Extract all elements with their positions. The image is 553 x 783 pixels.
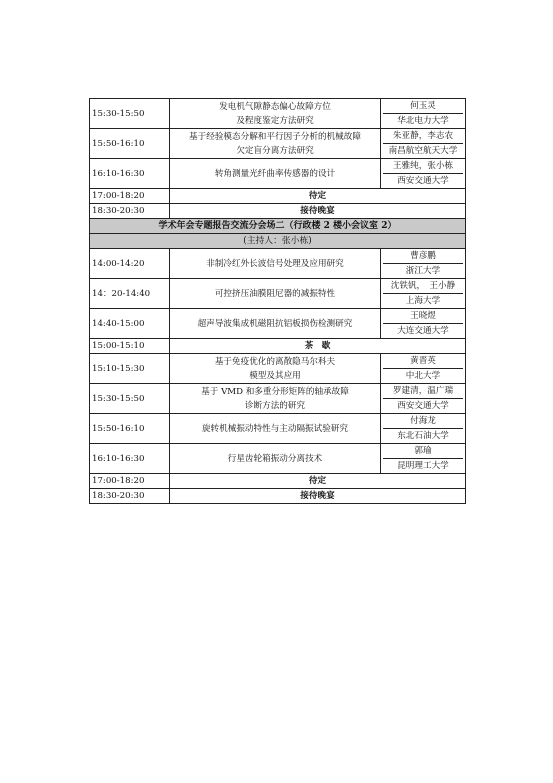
talk-authors [381, 354, 466, 384]
talk-row [90, 249, 466, 279]
talk-authors [381, 384, 466, 414]
event-time: 17:00-18:20 [90, 189, 170, 204]
talk-title [170, 249, 381, 279]
talk-title-line: 可控挤压油膜阻尼器的减振特性 [214, 288, 336, 299]
talk-title [170, 414, 381, 444]
session-host: (主持人：张小栋) [90, 234, 466, 249]
talk-time: 16:10-16:30 [90, 159, 170, 189]
schedule-body [90, 99, 466, 504]
event-row [90, 189, 466, 204]
talk-authors [381, 444, 466, 474]
event-label: 待定 [170, 189, 466, 204]
author-names: 何玉灵 [383, 99, 463, 114]
author-names: 朱亚静，李志农 [383, 129, 463, 144]
talk-title [170, 309, 381, 339]
talk-authors [381, 129, 466, 159]
talk-authors [381, 99, 466, 129]
talk-title-line: 基于 VMD 和多重分形矩阵的轴承故障 [201, 386, 349, 397]
author-affiliation: 西安交通大学 [397, 176, 449, 186]
talk-title [170, 279, 381, 309]
talk-title [170, 99, 381, 129]
talk-time: 14:00-14:20 [90, 249, 170, 279]
event-row [90, 474, 466, 489]
talk-title-line: 基于经验模态分解和平行因子分析的机械故障 [189, 131, 361, 142]
talk-title-line: 欠定盲分离方法研究 [236, 145, 314, 156]
talk-authors [381, 279, 466, 309]
schedule-table [89, 98, 466, 504]
talk-row [90, 99, 466, 129]
event-label: 接待晚宴 [170, 204, 466, 219]
talk-row [90, 309, 466, 339]
author-names: 黄晋英 [383, 354, 463, 369]
talk-time: 15:30-15:50 [90, 384, 170, 414]
author-affiliation: 中北大学 [405, 371, 441, 381]
author-names: 付海龙 [383, 414, 463, 429]
talk-row [90, 384, 466, 414]
talk-time: 15:50-16:10 [90, 414, 170, 444]
talk-title [170, 384, 381, 414]
event-row [90, 489, 466, 504]
session-header [90, 219, 466, 234]
author-names: 王雅纯，张小栋 [383, 159, 463, 174]
talk-time: 14：20-14:40 [90, 279, 170, 309]
talk-title-line: 发电机气隙静态偏心故障方位 [219, 101, 331, 112]
talk-time: 16:10-16:30 [90, 444, 170, 474]
talk-authors [381, 414, 466, 444]
event-row [90, 204, 466, 219]
talk-time: 15:10-15:30 [90, 354, 170, 384]
author-affiliation: 浙江大学 [405, 266, 441, 276]
event-label: 茶 歇 [170, 339, 466, 354]
talk-title-line: 转角测量光纤曲率传感器的设计 [214, 168, 336, 179]
talk-row [90, 354, 466, 384]
talk-title [170, 129, 381, 159]
talk-title [170, 159, 381, 189]
author-names: 郭瑜 [383, 444, 463, 459]
author-affiliation: 昆明理工大学 [397, 461, 449, 471]
talk-title-line: 非制冷红外长波信号处理及应用研究 [206, 258, 344, 269]
talk-title-line: 模型及其应用 [249, 370, 301, 381]
talk-time: 14:40-15:00 [90, 309, 170, 339]
author-affiliation: 西安交通大学 [397, 401, 449, 411]
event-label: 接待晚宴 [170, 489, 466, 504]
author-names: 曹彦鹏 [383, 249, 463, 264]
author-affiliation: 东北石油大学 [397, 431, 449, 441]
author-names: 罗建清，温广瑞 [383, 384, 463, 399]
talk-row [90, 444, 466, 474]
session-title: 学术年会专题报告交流分会场二（行政楼 2 楼小会议室 2） [90, 219, 466, 234]
talk-title [170, 444, 381, 474]
author-affiliation: 大连交通大学 [397, 326, 449, 336]
talk-title [170, 354, 381, 384]
author-names: 沈铁钒， 王小静 [383, 279, 463, 294]
talk-authors [381, 309, 466, 339]
talk-time: 15:30-15:50 [90, 99, 170, 129]
talk-authors [381, 249, 466, 279]
event-time: 17:00-18:20 [90, 474, 170, 489]
talk-authors [381, 159, 466, 189]
talk-title-line: 基于免疫优化的离散隐马尔科夫 [214, 356, 336, 367]
talk-title-line: 超声导波集成机磁阻抗铝板损伤检测研究 [197, 318, 353, 329]
author-affiliation: 华北电力大学 [397, 116, 449, 126]
event-label: 待定 [170, 474, 466, 489]
talk-title-line: 及程度鉴定方法研究 [236, 115, 314, 126]
talk-row [90, 159, 466, 189]
tea-break-row [90, 339, 466, 354]
event-time: 15:00-15:10 [90, 339, 170, 354]
event-time: 18:30-20:30 [90, 489, 170, 504]
talk-title-line: 旋转机械振动特性与主动隔振试验研究 [201, 423, 349, 434]
event-time: 18:30-20:30 [90, 204, 170, 219]
talk-time: 15:50-16:10 [90, 129, 170, 159]
author-affiliation: 南昌航空航天大学 [388, 146, 458, 156]
talk-row [90, 279, 466, 309]
author-affiliation: 上海大学 [405, 296, 441, 306]
author-names: 王晓煜 [383, 309, 463, 324]
session-host-row [90, 234, 466, 249]
talk-row [90, 414, 466, 444]
talk-title-line: 行星齿轮箱振动分离技术 [227, 453, 323, 464]
talk-title-line: 诊断方法的研究 [244, 400, 306, 411]
talk-row [90, 129, 466, 159]
